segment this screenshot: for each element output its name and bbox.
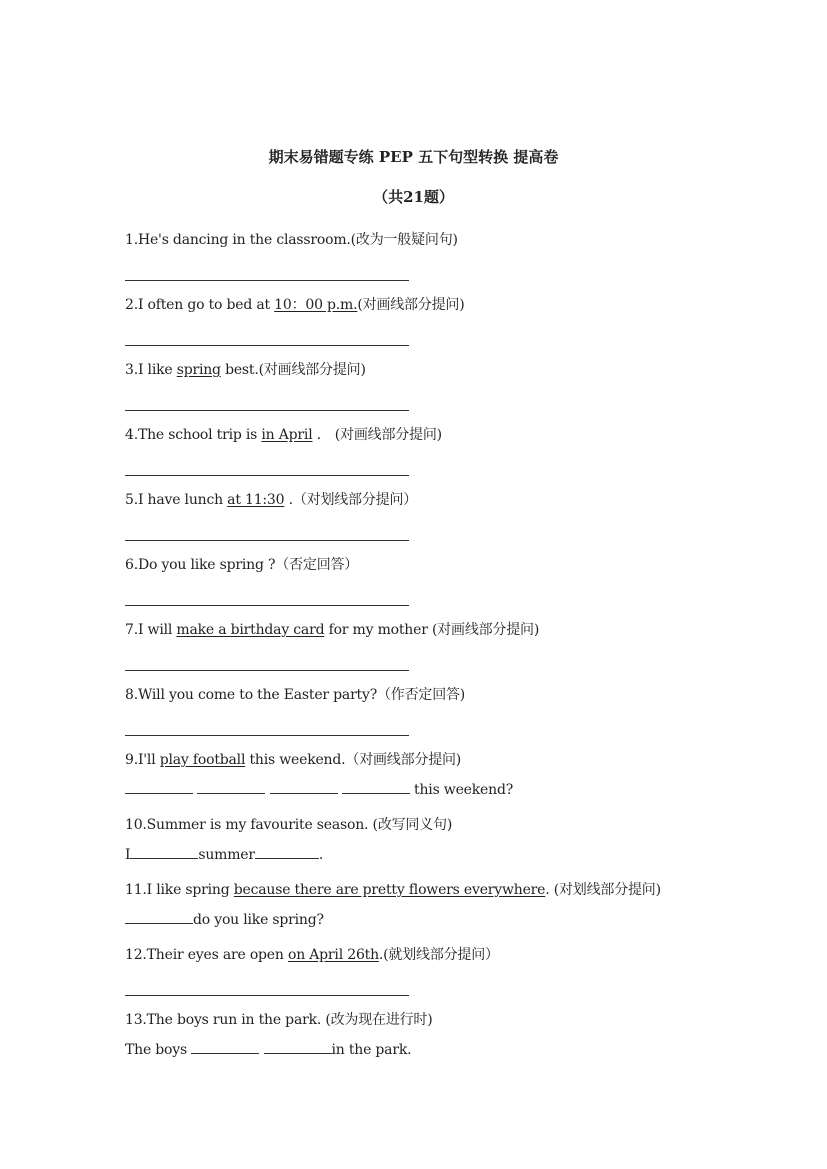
question-3-underlined: spring — [176, 362, 221, 378]
question-12-pre: 12.Their eyes are open — [125, 947, 288, 963]
question-10-text: 10.Summer is my favourite season. (改写同义句) — [125, 817, 453, 833]
question-3-pre: 3.I like — [125, 362, 177, 378]
question-12-underlined: on April 26th — [287, 947, 379, 963]
question-1 — [125, 229, 458, 249]
question-3 — [125, 359, 366, 379]
answer-10 — [125, 846, 323, 863]
answer-line-6[interactable] — [125, 605, 409, 606]
question-13-text: 13.The boys run in the park. (改为现在进行时) — [125, 1012, 433, 1028]
answer-9-tail: this weekend? — [409, 782, 514, 798]
answer-line-12[interactable] — [125, 995, 409, 996]
answer-13-blank-1[interactable] — [191, 1041, 259, 1054]
answer-line-2[interactable] — [125, 345, 409, 346]
answer-line-5[interactable] — [125, 540, 409, 541]
question-7-pre: 7.I will — [125, 622, 177, 638]
answer-10-end: . — [318, 847, 324, 863]
question-4-post: ． (对画线部分提问) — [312, 427, 442, 443]
question-4-pre: 4.The school trip is — [125, 427, 262, 443]
question-2-post: (对画线部分提问) — [357, 297, 465, 313]
answer-10-mid: summer — [198, 847, 255, 863]
question-9-pre: 9.I'll — [125, 752, 160, 768]
question-11-post: . (对划线部分提问) — [545, 882, 661, 898]
question-5-underlined: at 11:30 — [227, 492, 285, 508]
question-12-post: .(就划线部分提问） — [378, 947, 499, 963]
question-2-pre: 2.I often go to bed at — [125, 297, 275, 313]
answer-11-tail: do you like spring? — [193, 912, 324, 928]
answer-line-3[interactable] — [125, 410, 409, 411]
question-7 — [125, 619, 539, 639]
answer-13-tail: in the park. — [331, 1042, 412, 1058]
question-5 — [125, 489, 417, 509]
answer-9-blank-3[interactable] — [270, 781, 338, 794]
question-11-pre: 11.I like spring — [125, 882, 234, 898]
question-10 — [125, 814, 452, 834]
answer-9-blank-1[interactable] — [125, 781, 193, 794]
question-5-post: .（对划线部分提问） — [284, 492, 418, 508]
answer-13 — [125, 1041, 411, 1058]
page-subtitle: （共21题） — [373, 188, 454, 206]
question-6-text: 6.Do you like spring ?（否定回答） — [125, 557, 359, 573]
answer-11 — [125, 911, 324, 928]
answer-line-7[interactable] — [125, 670, 409, 671]
question-8-text: 8.Will you come to the Easter party?（作否定回答) — [125, 687, 466, 703]
answer-13-blank-2[interactable] — [264, 1041, 332, 1054]
answer-line-8[interactable] — [125, 735, 409, 736]
question-8 — [125, 684, 465, 704]
question-13 — [125, 1009, 433, 1029]
question-9-post: this weekend.（对画线部分提问) — [245, 752, 462, 768]
answer-11-blank-1[interactable] — [125, 911, 193, 924]
answer-line-4[interactable] — [125, 475, 409, 476]
question-4 — [125, 424, 442, 444]
question-7-underlined: make a birthday card — [176, 622, 325, 638]
question-7-post: for my mother (对画线部分提问) — [324, 622, 540, 638]
question-2 — [125, 294, 465, 314]
question-6 — [125, 554, 358, 574]
question-11-underlined: because there are pretty flowers everywhere — [233, 882, 546, 898]
answer-line-1[interactable] — [125, 280, 409, 281]
answer-10-blank-1[interactable] — [130, 846, 198, 859]
question-11 — [125, 879, 661, 899]
answer-13-pre: The boys — [125, 1042, 192, 1058]
question-2-underlined: 10：00 p.m. — [274, 297, 358, 313]
question-3-post: best.(对画线部分提问) — [220, 362, 366, 378]
question-12 — [125, 944, 499, 964]
answer-9 — [125, 781, 513, 798]
page-title: 期末易错题专练 PEP 五下句型转换 提高卷 — [268, 148, 559, 166]
answer-10-blank-2[interactable] — [255, 846, 319, 859]
question-9 — [125, 749, 461, 769]
answer-9-blank-2[interactable] — [197, 781, 265, 794]
question-9-underlined: play football — [159, 752, 246, 768]
question-4-underlined: in April — [261, 427, 313, 443]
answer-10-pre: I — [125, 847, 131, 863]
question-5-pre: 5.I have lunch — [125, 492, 228, 508]
answer-9-blank-4[interactable] — [342, 781, 410, 794]
question-1-text: 1.He's dancing in the classroom.(改为一般疑问句) — [125, 232, 458, 248]
